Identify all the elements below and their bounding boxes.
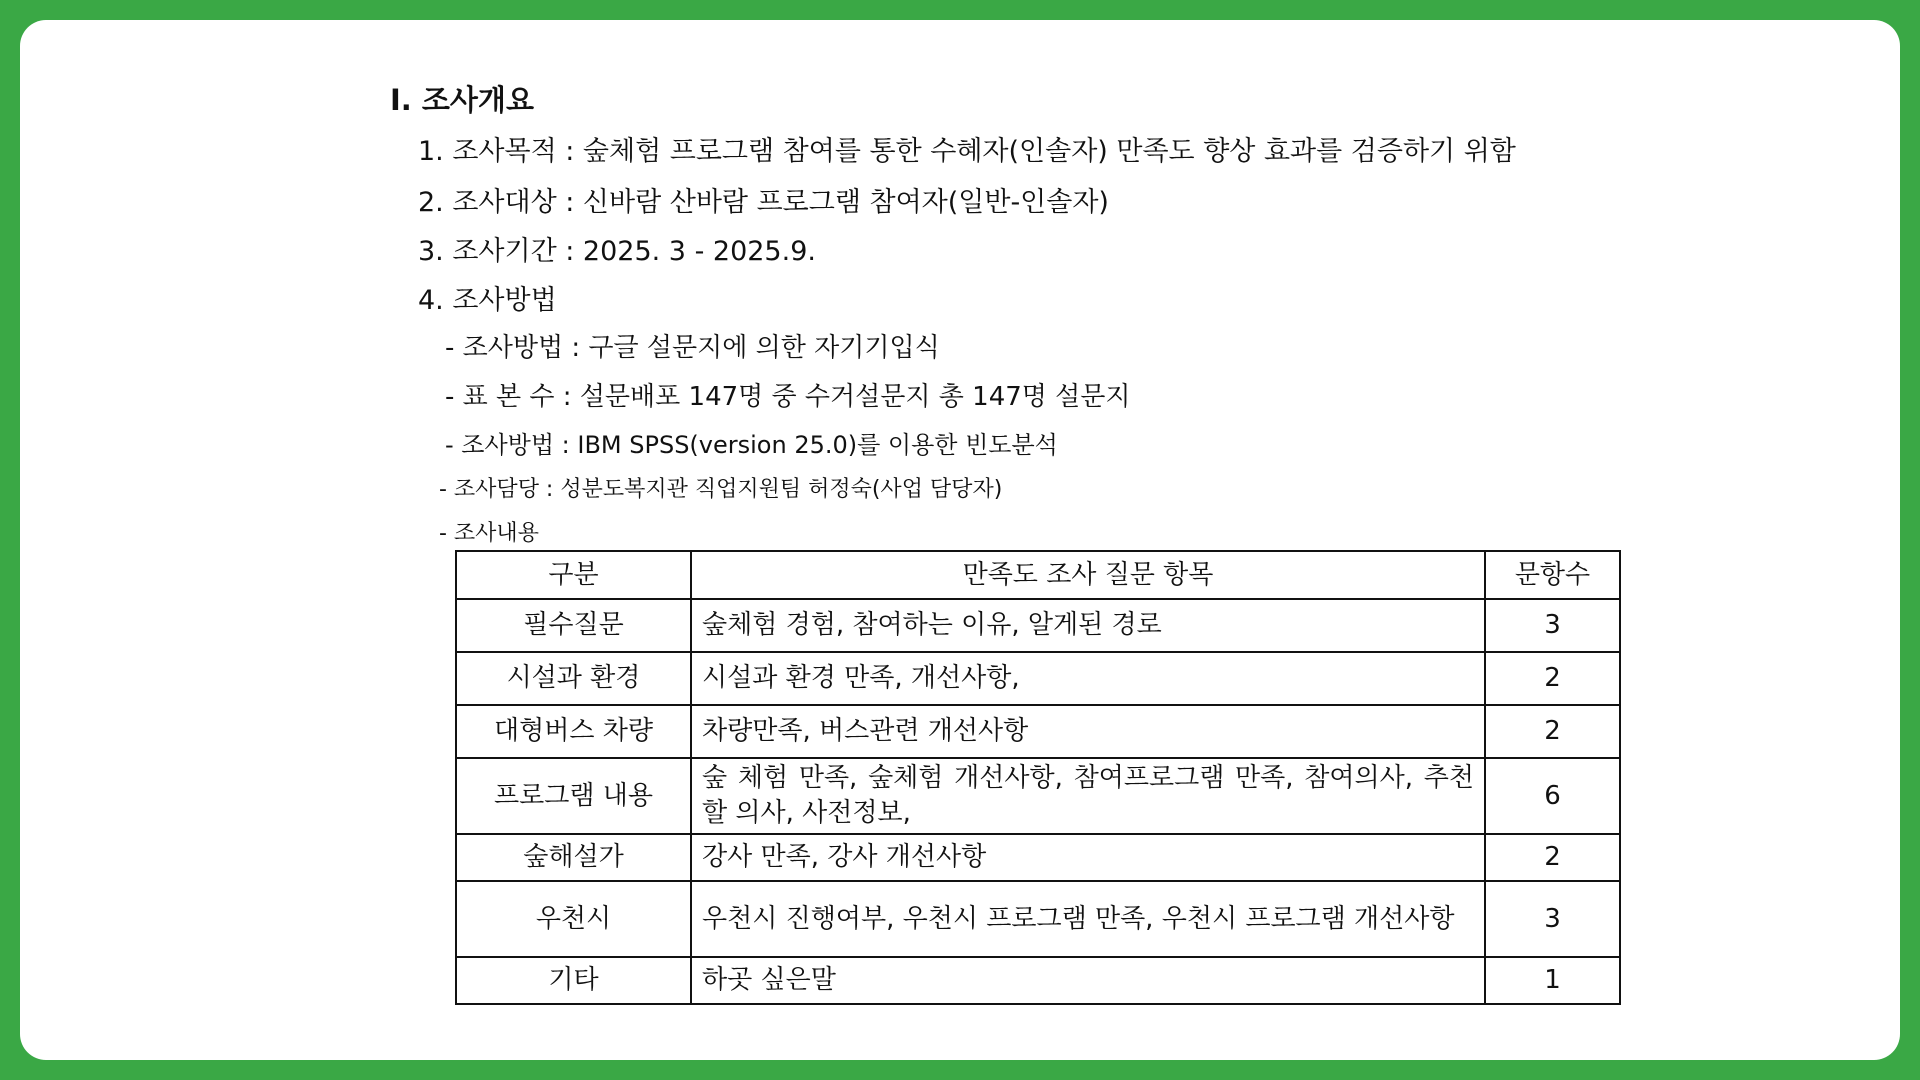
- row-items: 하곳 싶은말: [691, 957, 1485, 1004]
- table-row: [456, 652, 1620, 705]
- row-items: 숲체험 경험, 참여하는 이유, 알게된 경로: [691, 599, 1485, 652]
- document-page: [20, 20, 1900, 1060]
- row-items: 차량만족, 버스관련 개선사항: [691, 705, 1485, 758]
- row-items: 강사 만족, 강사 개선사항: [691, 834, 1485, 881]
- method-detail-collection: - 조사방법 : 구글 설문지에 의한 자기기입식: [445, 333, 940, 363]
- row-count: 3: [1485, 599, 1620, 652]
- row-category: 프로그램 내용: [456, 758, 691, 834]
- survey-method-heading: 4. 조사방법: [418, 285, 557, 316]
- row-category: 우천시: [456, 881, 691, 957]
- method-detail-analysis: - 조사방법 : IBM SPSS(version 25.0)를 이용한 빈도분석: [445, 431, 1058, 459]
- row-category: 기타: [456, 957, 691, 1004]
- survey-purpose: 1. 조사목적 : 숲체험 프로그램 참여를 통한 수혜자(인솔자) 만족도 향상 효과를 검증하기 위함: [418, 136, 1516, 167]
- row-category: 대형버스 차량: [456, 705, 691, 758]
- table-row: [456, 957, 1620, 1004]
- row-items: 숲 체험 만족, 숲체험 개선사항, 참여프로그램 만족, 참여의사, 추천할 의사, 사전정보,: [691, 758, 1485, 834]
- row-items: 시설과 환경 만족, 개선사항,: [691, 652, 1485, 705]
- survey-target: 2. 조사대상 : 신바람 산바람 프로그램 참여자(일반-인솔자): [418, 187, 1109, 218]
- method-detail-manager: - 조사담당 : 성분도복지관 직업지원팀 허정숙(사업 담당자): [439, 477, 1003, 502]
- row-category: 필수질문: [456, 599, 691, 652]
- row-category: 시설과 환경: [456, 652, 691, 705]
- row-items: 우천시 진행여부, 우천시 프로그램 만족, 우천시 프로그램 개선사항: [691, 881, 1485, 957]
- row-count: 2: [1485, 652, 1620, 705]
- header-category: 구분: [456, 551, 691, 599]
- header-count: 문항수: [1485, 551, 1620, 599]
- table-header-row: [456, 551, 1620, 599]
- row-count: 2: [1485, 705, 1620, 758]
- table-row: [456, 881, 1620, 957]
- table-row: [456, 705, 1620, 758]
- table-row: [456, 834, 1620, 881]
- method-detail-sample: - 표 본 수 : 설문배포 147명 중 수거설문지 총 147명 설문지: [445, 382, 1131, 412]
- table-row: [456, 758, 1620, 834]
- survey-items-table: [455, 550, 1621, 1005]
- row-count: 2: [1485, 834, 1620, 881]
- row-count: 6: [1485, 758, 1620, 834]
- survey-period: 3. 조사기간 : 2025. 3 - 2025.9.: [418, 236, 816, 267]
- table-row: [456, 599, 1620, 652]
- header-items: 만족도 조사 질문 항목: [691, 551, 1485, 599]
- row-category: 숲해설가: [456, 834, 691, 881]
- method-detail-content: - 조사내용: [439, 521, 539, 546]
- row-count: 1: [1485, 957, 1620, 1004]
- section-heading: I. 조사개요: [390, 83, 534, 117]
- row-count: 3: [1485, 881, 1620, 957]
